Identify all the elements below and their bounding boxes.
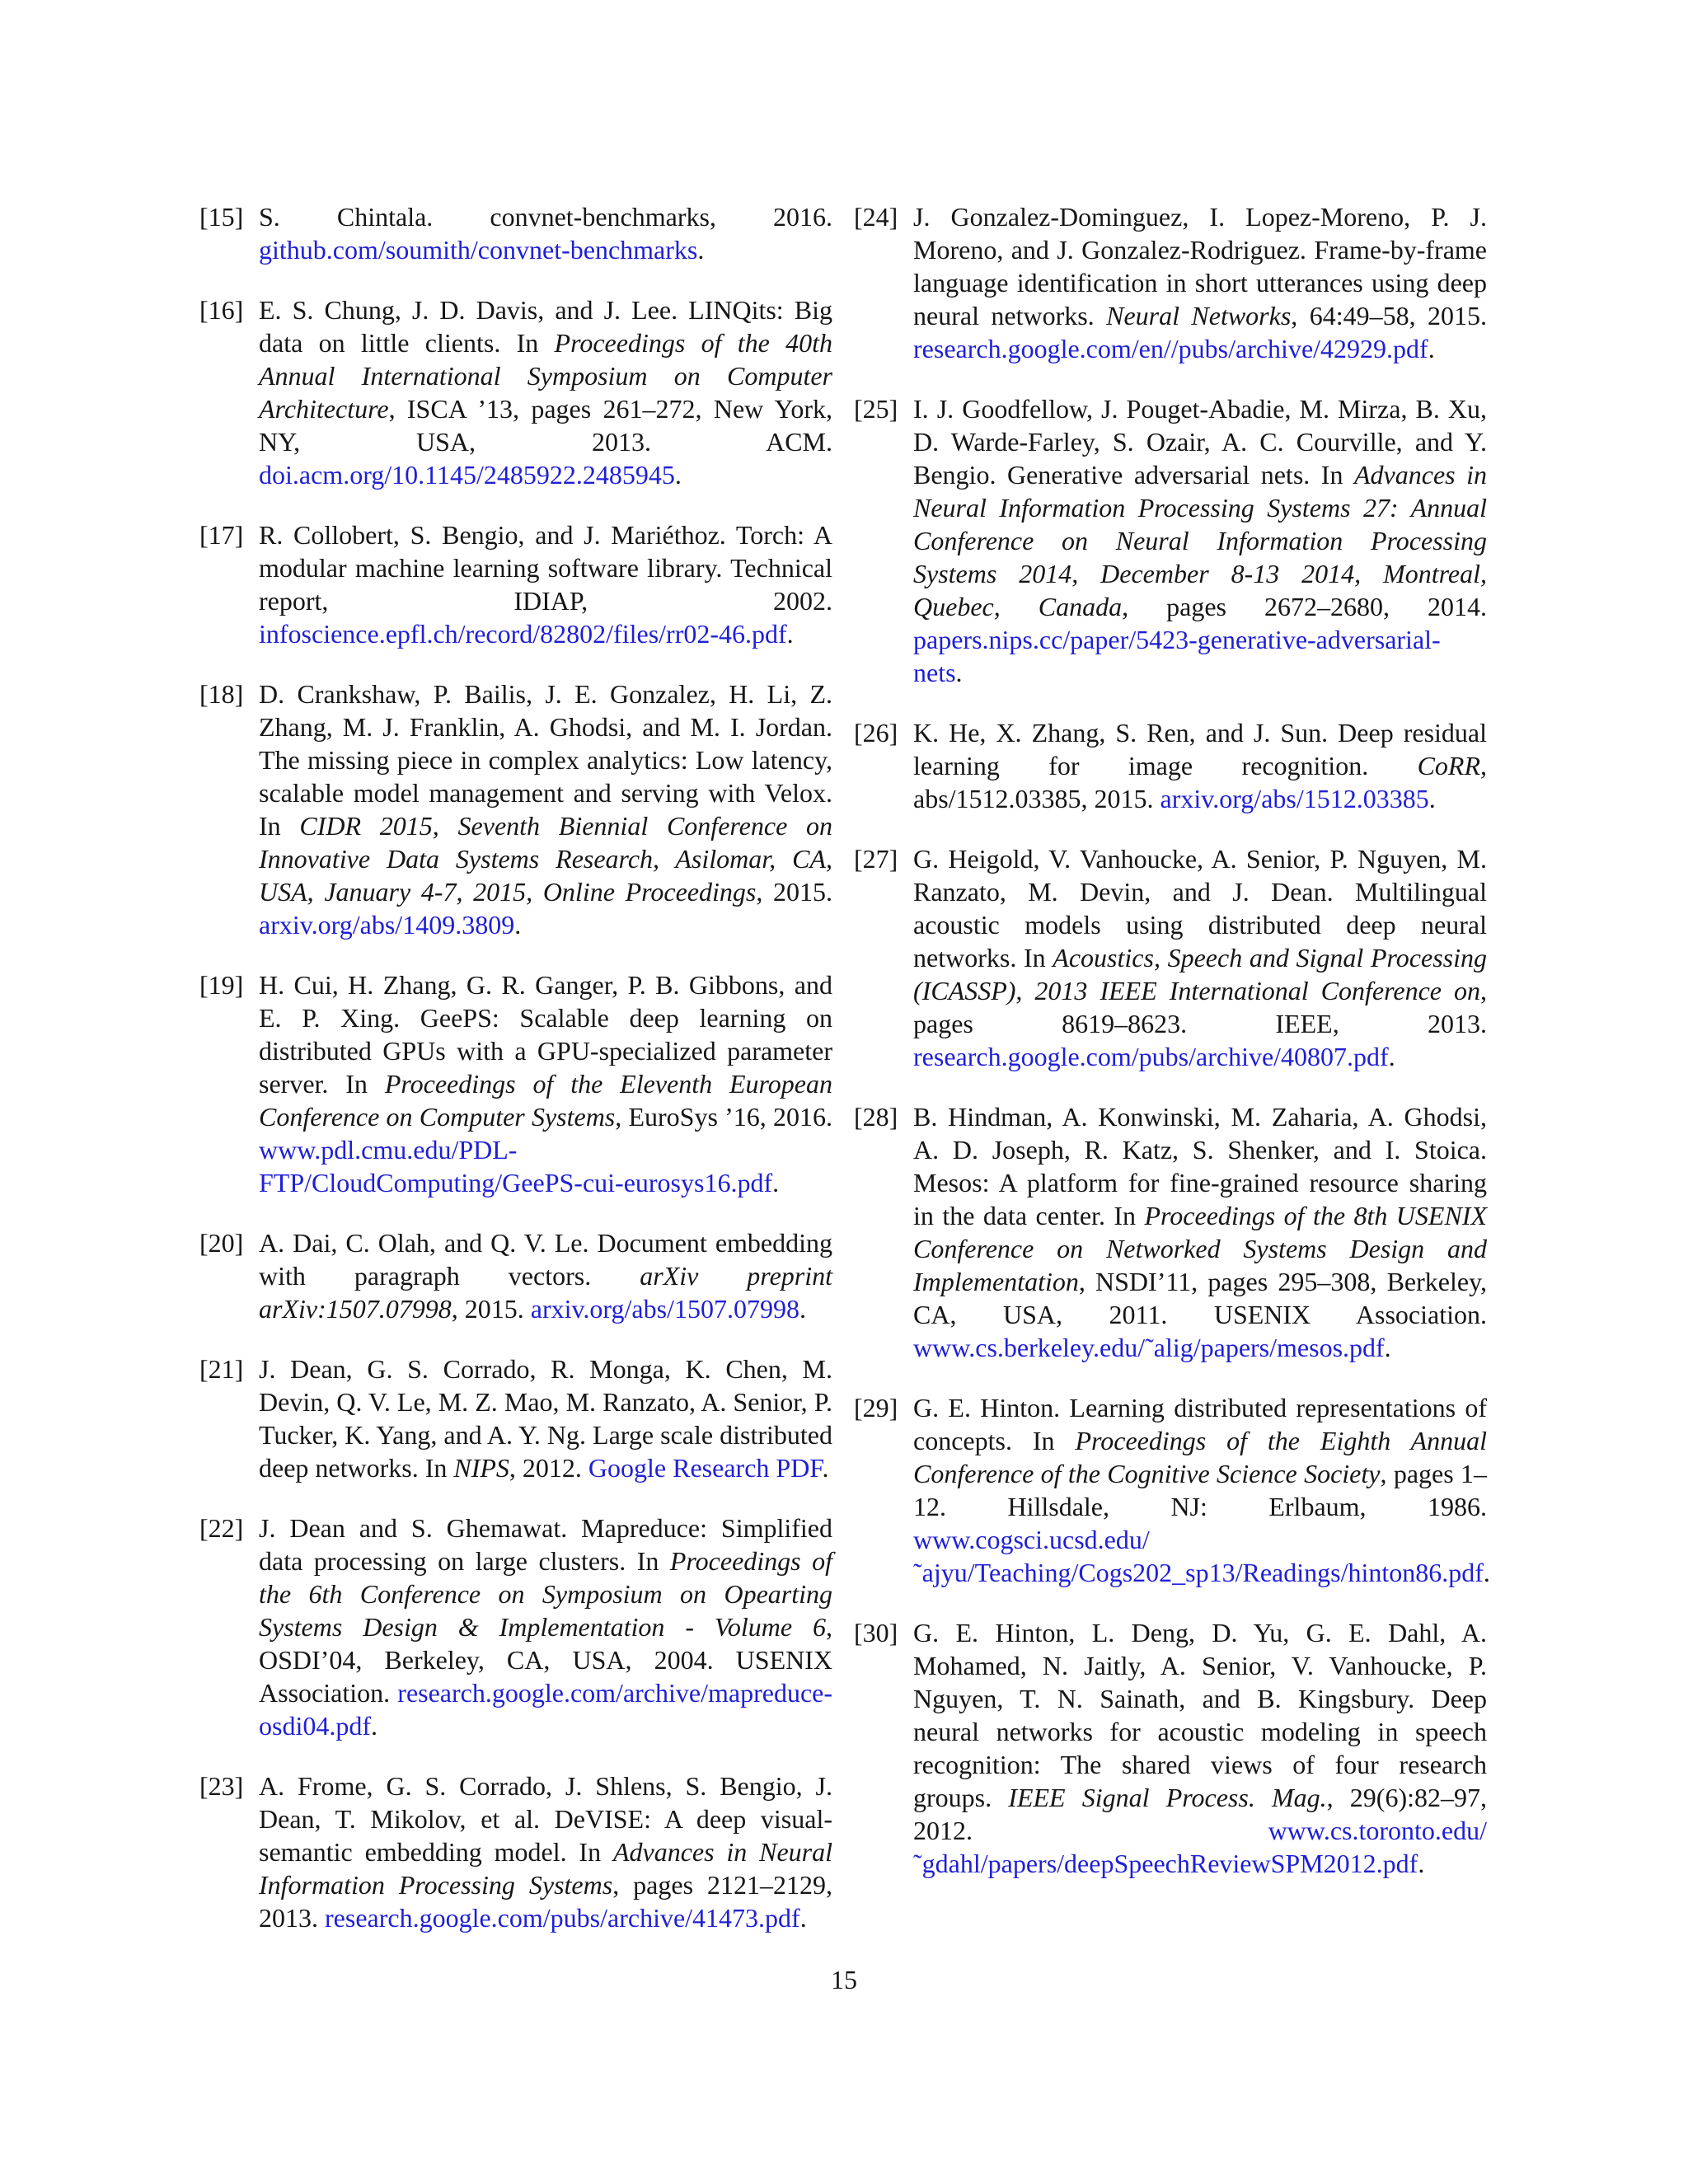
reference-link[interactable]: www.cs.berkeley.edu/˜alig/papers/mesos.pdf xyxy=(913,1333,1385,1362)
reference-text xyxy=(259,1228,832,1324)
reference-venue: Proceedings of the 8th USENIX Conference on Networked Systems Design and Implementation xyxy=(913,1201,1488,1296)
reference-number: [28] xyxy=(854,1102,898,1132)
reference-segment: . xyxy=(1428,784,1436,813)
reference-segment: , abs/1512.03385, 2015. xyxy=(913,751,1487,813)
reference-segment: . xyxy=(371,1711,377,1741)
reference-segment: , ISCA ’13, pages 261–272, New York, NY, USA, 2013. ACM. xyxy=(259,394,832,457)
reference-number: [19] xyxy=(199,970,244,1000)
page-number: 15 xyxy=(831,1965,857,1994)
reference-segment: , 2012. xyxy=(509,1453,588,1483)
reference-segment: . xyxy=(1384,1333,1391,1362)
reference-entry xyxy=(854,392,1487,689)
reference-segment: , EuroSys ’16, 2016. xyxy=(615,1102,833,1132)
reference-segment: . xyxy=(1388,1042,1395,1071)
reference-link[interactable]: www.cogsci.ucsd.edu/˜ajyu/Teaching/Cogs202_sp13/Readings/hinton86.pdf xyxy=(913,1525,1484,1587)
reference-segment: A. Dai, C. Olah, and Q. V. Le. Document embedding with paragraph vectors. xyxy=(259,1228,832,1291)
reference-number: [24] xyxy=(854,202,898,232)
reference-entry xyxy=(854,842,1487,1073)
reference-venue: Proceedings of the 6th Conference on Symposium on Opearting Systems Design & Implementation - Volume 6 xyxy=(259,1546,833,1642)
reference-venue: arXiv preprint arXiv:1507.07998 xyxy=(259,1261,833,1324)
reference-segment: , pages 2672–2680, 2014. xyxy=(1122,592,1488,621)
reference-segment: , NSDI’11, pages 295–308, Berkeley, CA, USA, 2011. USENIX Association. xyxy=(913,1267,1487,1329)
reference-link[interactable]: Google Research PDF xyxy=(588,1453,823,1483)
reference-number: [25] xyxy=(854,394,898,424)
reference-text xyxy=(913,844,1487,1071)
reference-link[interactable]: doi.acm.org/10.1145/2485922.2485945 xyxy=(259,460,675,490)
reference-segment: G. E. Hinton, L. Deng, D. Yu, G. E. Dahl, A. Mohamed, N. Jaitly, A. Senior, V. Vanhoucke, P. Nguyen, T. N. Sainath, and B. Kingsbury. Deep neural networks for acoustic modeling in speech recognition: The shared views of four research groups. xyxy=(913,1618,1487,1812)
reference-text xyxy=(913,202,1487,363)
reference-text xyxy=(259,295,832,490)
reference-venue: CoRR xyxy=(1417,751,1480,780)
reference-segment: I. J. Goodfellow, J. Pouget-Abadie, M. Mirza, B. Xu, D. Warde-Farley, S. Ozair, A. C. Courville, and Y. Bengio. Generative adversarial nets. In xyxy=(913,394,1487,490)
reference-venue: CIDR 2015, Seventh Biennial Conference on Innovative Data Systems Research, Asilomar, CA, USA, January 4-7, 2015, Online Proceedings xyxy=(259,811,833,907)
reference-venue: Neural Networks xyxy=(1106,301,1292,330)
reference-number: [15] xyxy=(199,202,244,232)
reference-segment: D. Crankshaw, P. Bailis, J. E. Gonzalez, H. Li, Z. Zhang, M. J. Franklin, A. Ghodsi, and M. I. Jordan. The missing piece in complex analytics: Low latency, scalable model management and serving with Velox. In xyxy=(259,679,832,841)
reference-entry xyxy=(199,293,832,491)
reference-segment: . xyxy=(955,658,963,687)
reference-segment: A. Frome, G. S. Corrado, J. Shlens, S. Bengio, J. Dean, T. Mikolov, et al. DeVISE: A deep visual-semantic embedding model. In xyxy=(259,1771,832,1867)
reference-segment: . xyxy=(1428,334,1435,363)
reference-link[interactable]: arxiv.org/abs/1409.3809 xyxy=(259,910,515,940)
reference-segment: . xyxy=(786,619,794,649)
reference-segment: , 2015. xyxy=(451,1294,531,1324)
reference-entry xyxy=(199,1769,832,1934)
reference-segment: , pages 1–12. Hillsdale, NJ: Erlbaum, 1986. xyxy=(913,1459,1488,1521)
reference-entry xyxy=(854,716,1487,815)
reference-entry xyxy=(199,518,832,650)
reference-segment: J. Dean, G. S. Corrado, R. Monga, K. Chen, M. Devin, Q. V. Le, M. Z. Mao, M. Ranzato, A. Senior, P. Tucker, K. Yang, and A. Y. Ng. Large scale distributed deep networks. In xyxy=(259,1354,832,1483)
reference-entry xyxy=(199,677,832,941)
reference-number: [23] xyxy=(199,1771,244,1801)
references-left-column xyxy=(199,200,832,1961)
reference-entry xyxy=(199,1226,832,1325)
reference-number: [16] xyxy=(199,295,244,325)
reference-segment: . xyxy=(799,1294,806,1324)
reference-link[interactable]: github.com/soumith/convnet-benchmarks xyxy=(259,235,698,265)
reference-number: [30] xyxy=(854,1618,898,1647)
reference-segment: E. S. Chung, J. D. Davis, and J. Lee. LINQits: Big data on little clients. In xyxy=(259,295,832,358)
reference-entry xyxy=(854,200,1487,365)
reference-number: [27] xyxy=(854,844,898,874)
reference-number: [20] xyxy=(199,1228,244,1258)
reference-text xyxy=(259,1771,832,1933)
reference-link[interactable]: arxiv.org/abs/1512.03385 xyxy=(1160,784,1429,813)
reference-segment: , OSDI’04, Berkeley, CA, USA, 2004. USENIX Association. xyxy=(259,1612,832,1708)
reference-number: [22] xyxy=(199,1513,244,1543)
reference-segment: . xyxy=(1418,1849,1425,1878)
reference-text xyxy=(913,1102,1487,1362)
reference-venue: Proceedings of the Eleventh European Conference on Computer Systems xyxy=(259,1069,833,1132)
reference-text xyxy=(259,520,832,649)
reference-segment: K. He, X. Zhang, S. Ren, and J. Sun. Deep residual learning for image recognition. xyxy=(913,718,1487,780)
reference-segment: B. Hindman, A. Konwinski, M. Zaharia, A. Ghodsi, A. D. Joseph, R. Katz, S. Shenker, and I. Stoica. Mesos: A platform for fine-grained resource sharing in the data center. In xyxy=(913,1102,1487,1230)
reference-text xyxy=(259,1513,832,1741)
reference-segment: G. E. Hinton. Learning distributed representations of concepts. In xyxy=(913,1393,1487,1455)
reference-segment: J. Gonzalez-Dominguez, I. Lopez-Moreno, P. J. Moreno, and J. Gonzalez-Rodriguez. Frame-by-frame language identification in short utterances using deep neural networks. xyxy=(913,202,1487,330)
reference-link[interactable]: www.pdl.cmu.edu/PDL-FTP/CloudComputing/GeePS-cui-eurosys16.pdf xyxy=(259,1135,773,1197)
reference-entry xyxy=(199,200,832,266)
reference-number: [21] xyxy=(199,1354,244,1384)
reference-link[interactable]: www.cs.toronto.edu/˜gdahl/papers/deepSpeechReviewSPM2012.pdf xyxy=(913,1816,1487,1878)
reference-venue: IEEE Signal Process. Mag. xyxy=(1008,1783,1327,1812)
reference-link[interactable]: research.google.com/archive/mapreduce-osdi04.pdf xyxy=(259,1678,832,1741)
reference-text xyxy=(259,202,832,265)
reference-venue: Advances in Neural Information Processing Systems 27: Annual Conference on Neural Information Processing Systems 2014, December 8-13 2014, Montreal, Quebec, Canada xyxy=(913,460,1488,621)
reference-venue: NIPS xyxy=(453,1453,509,1483)
reference-number: [29] xyxy=(854,1393,898,1422)
reference-segment: . xyxy=(822,1453,829,1483)
reference-number: [26] xyxy=(854,718,898,748)
reference-segment: , 64:49–58, 2015. xyxy=(1291,301,1488,330)
reference-entry xyxy=(199,968,832,1199)
reference-segment: . xyxy=(674,460,682,490)
reference-venue: Acoustics, Speech and Signal Processing (ICASSP), 2013 IEEE International Conference on xyxy=(913,943,1487,1005)
reference-text xyxy=(913,1393,1490,1587)
reference-entry xyxy=(854,1391,1490,1589)
reference-segment: G. Heigold, V. Vanhoucke, A. Senior, P. Nguyen, M. Ranzato, M. Devin, and J. Dean. Multilingual acoustic models using distributed deep neural networks. In xyxy=(913,844,1487,972)
reference-text xyxy=(913,1618,1487,1878)
reference-segment: H. Cui, H. Zhang, G. R. Ganger, P. B. Gibbons, and E. P. Xing. GeePS: Scalable deep learning on distributed GPUs with a GPU-specialized parameter server. In xyxy=(259,970,832,1099)
references-right-column xyxy=(854,200,1490,1907)
reference-segment: . xyxy=(514,910,522,940)
reference-text xyxy=(259,970,832,1197)
reference-venue: Proceedings of the Eighth Annual Conference of the Cognitive Science Society xyxy=(913,1426,1488,1488)
reference-entry xyxy=(854,1100,1487,1364)
reference-segment: . xyxy=(697,235,705,265)
reference-entry xyxy=(854,1616,1487,1880)
reference-link[interactable]: papers.nips.cc/paper/5423-generative-adversarial-nets xyxy=(913,625,1441,687)
reference-entry xyxy=(199,1352,832,1484)
reference-segment: . xyxy=(772,1168,780,1197)
reference-text xyxy=(913,394,1487,687)
reference-link[interactable]: research.google.com/en//pubs/archive/42929.pdf xyxy=(913,334,1428,363)
reference-entry xyxy=(199,1511,832,1742)
reference-segment: S. Chintala. convnet-benchmarks, 2016. xyxy=(259,202,832,232)
reference-number: [17] xyxy=(199,520,244,550)
reference-venue: Proceedings of the 40th Annual International Symposium on Computer Architecture xyxy=(259,328,833,424)
reference-segment: J. Dean and S. Ghemawat. Mapreduce: Simplified data processing on large clusters. In xyxy=(259,1513,832,1576)
reference-segment: . xyxy=(1483,1558,1490,1587)
reference-segment: , 29(6):82–97, 2012. xyxy=(913,1783,1488,1845)
reference-segment: , pages 8619–8623. IEEE, 2013. xyxy=(913,976,1487,1038)
reference-segment: , pages 2121–2129, 2013. xyxy=(259,1870,833,1933)
reference-segment: , 2015. xyxy=(756,877,833,907)
reference-text xyxy=(259,1354,832,1483)
reference-venue: Advances in Neural Information Processing Systems xyxy=(259,1837,833,1900)
reference-text xyxy=(259,679,832,940)
reference-segment: R. Collobert, S. Bengio, and J. Mariéthoz. Torch: A modular machine learning software library. Technical report, IDIAP, 2002. xyxy=(259,520,832,616)
reference-link[interactable]: research.google.com/pubs/archive/41473.pdf xyxy=(325,1903,800,1933)
reference-link[interactable]: infoscience.epfl.ch/record/82802/files/rr02-46.pdf xyxy=(259,619,787,649)
reference-link[interactable]: arxiv.org/abs/1507.07998 xyxy=(530,1294,799,1324)
reference-segment: . xyxy=(799,1903,807,1933)
reference-link[interactable]: research.google.com/pubs/archive/40807.pdf xyxy=(913,1042,1389,1071)
reference-number: [18] xyxy=(199,679,244,709)
reference-text xyxy=(913,718,1487,813)
